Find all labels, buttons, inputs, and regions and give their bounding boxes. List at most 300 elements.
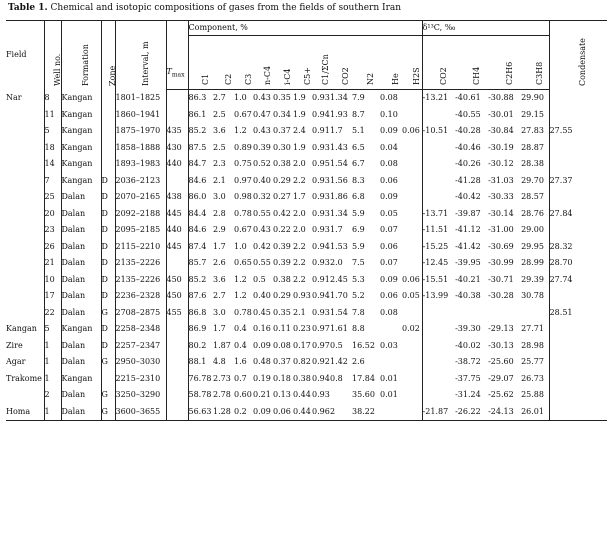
cell-dch4: -40.61: [455, 93, 481, 103]
cell-c5: 1.9: [293, 109, 306, 119]
cell-co2: 0.5: [330, 340, 343, 350]
cell-well: 20: [44, 206, 61, 223]
cell-ic4: 0.37: [273, 126, 291, 136]
header-component-col: He: [380, 36, 402, 90]
cell-nc4: 0.45: [253, 307, 271, 317]
header-component-group: Component, %: [188, 21, 422, 36]
cell-dch4: -40.46: [455, 142, 481, 152]
cell-dch4: -38.72: [455, 357, 481, 367]
cell-dc2: -30.28: [488, 291, 514, 301]
cell-interval: 1875–1970: [115, 123, 166, 140]
cell-zone: D: [101, 222, 115, 239]
cell-c2: 2.5: [213, 109, 226, 119]
cell-form: Dalan: [61, 239, 101, 256]
cell-c2: 2.8: [213, 208, 226, 218]
cell-c1: 88.1: [188, 354, 213, 371]
cell-ic4: 0.29: [273, 175, 291, 185]
cell-interval: 1893–1983: [115, 156, 166, 173]
cell-c1: 86.1: [188, 107, 213, 124]
cell-tmax: [166, 173, 188, 190]
cell-interval: 2135–2226: [115, 272, 166, 289]
cell-interval: 3600–3655: [115, 404, 166, 421]
cell-ic4: 0.11: [273, 324, 291, 334]
cell-well: 21: [44, 255, 61, 272]
cell-field: [6, 156, 44, 173]
table-caption-text: Chemical and isotopic compositions of gases from the fields of southern Iran: [50, 3, 402, 13]
cell-c1: 86.8: [188, 305, 213, 322]
cell-form: Dalan: [61, 222, 101, 239]
cell-dc2: [488, 305, 521, 322]
cell-zone: [101, 140, 115, 157]
cell-c2: 3.0: [213, 307, 226, 317]
cell-h2s: 0.06: [402, 274, 420, 284]
cell-he: 0.10: [380, 109, 398, 119]
table-row: [6, 321, 607, 338]
cell-c2: 3.6: [213, 274, 226, 284]
cell-n2: 6.9: [352, 225, 365, 235]
cell-c1: 84.6: [188, 222, 213, 239]
cell-zone: D: [101, 206, 115, 223]
cell-nc4: 0.55: [253, 258, 271, 268]
cell-co2: 1.53: [330, 241, 348, 251]
table-caption: [8, 3, 401, 13]
cell-ratio: 0.97: [312, 340, 330, 350]
header-isotope-col: CO2: [422, 36, 455, 90]
header-component-col: i-C4: [273, 36, 293, 90]
cell-interval: 1860–1941: [115, 107, 166, 124]
cell-dc2: -24.13: [488, 404, 521, 421]
cell-dc2: -30.13: [488, 340, 514, 350]
cell-he: 0.07: [380, 225, 398, 235]
cell-c1: 85.2: [188, 272, 213, 289]
table-row: [6, 107, 607, 124]
cell-form: Dalan: [61, 206, 101, 223]
cell-n2: 16.52: [352, 340, 375, 350]
cell-dch4: -40.55: [455, 109, 481, 119]
cell-n2: 6.8: [352, 192, 365, 202]
cell-c2: 1.87: [213, 340, 231, 350]
cell-dco2: -13.71: [422, 206, 455, 223]
cell-c1: 76.78: [188, 371, 213, 388]
cell-cond: [549, 156, 607, 173]
table-row: [6, 206, 607, 223]
header-interval: Interval, m: [115, 21, 166, 90]
table-row: [6, 189, 607, 206]
cell-tmax: 438: [166, 189, 188, 206]
cell-tmax: [166, 255, 188, 272]
cell-c3: 0.78: [234, 208, 252, 218]
cell-field: [6, 189, 44, 206]
cell-c3: 1.0: [234, 241, 247, 251]
cell-dch4: -41.28: [455, 175, 481, 185]
cell-dc3: 29.39: [521, 274, 544, 284]
cell-cond: [549, 90, 607, 107]
cell-n2: 5.9: [352, 241, 365, 251]
cell-ic4: 0.38: [273, 159, 291, 169]
cell-form: Dalan: [61, 338, 101, 355]
cell-nc4: 0.09: [253, 404, 273, 421]
cell-ic4: 0.06: [273, 404, 293, 421]
cell-n2: 7.5: [352, 258, 365, 268]
cell-ratio: 0.94: [312, 291, 330, 301]
header-component-col: n-C4: [253, 36, 273, 90]
cell-n2: 5.3: [352, 274, 365, 284]
cell-field: Zire: [6, 340, 23, 350]
cell-nc4: 0.39: [253, 142, 271, 152]
cell-he: 0.01: [380, 390, 398, 400]
cell-form: Kangan: [61, 173, 101, 190]
cell-dc3: 29.95: [521, 241, 544, 251]
cell-tmax: 435: [166, 123, 188, 140]
cell-h2s: [402, 156, 422, 173]
cell-cond: [549, 387, 607, 404]
cell-dc2: -25.60: [488, 357, 514, 367]
cell-c1: 87.5: [188, 140, 213, 157]
cell-ratio: 0.93: [312, 142, 330, 152]
cell-dc2: -31.03: [488, 175, 514, 185]
cell-c2: 2.3: [213, 159, 226, 169]
cell-dc3: 28.57: [521, 192, 544, 202]
cell-field: [6, 140, 44, 157]
cell-tmax: [166, 321, 188, 338]
cell-ratio: 0.95: [312, 159, 330, 169]
cell-zone: G: [101, 404, 115, 421]
cell-zone: [101, 371, 115, 388]
cell-c3: 1.2: [234, 126, 247, 136]
cell-h2s: [402, 371, 422, 388]
cell-nc4: 0.47: [253, 109, 271, 119]
cell-well: 18: [44, 140, 61, 157]
cell-dco2: -15.25: [422, 239, 455, 256]
cell-well: 26: [44, 239, 61, 256]
cell-form: Kangan: [61, 140, 101, 157]
cell-field: [6, 272, 44, 289]
cell-ic4: 0.39: [273, 241, 291, 251]
cell-tmax: 445: [166, 206, 188, 223]
cell-n2: 17.84: [352, 373, 375, 383]
cell-dc2: -30.33: [488, 192, 514, 202]
cell-field: [6, 305, 44, 322]
cell-field: [6, 222, 44, 239]
cell-ic4: 0.22: [273, 225, 291, 235]
cell-interval: 2135–2226: [115, 255, 166, 272]
cell-dc3: 27.71: [521, 324, 544, 334]
cell-tmax: 440: [166, 222, 188, 239]
cell-ic4: 0.27: [273, 192, 291, 202]
cell-ic4: 0.30: [273, 142, 291, 152]
cell-nc4: 0.52: [253, 159, 271, 169]
cell-c5: 0.82: [293, 357, 311, 367]
cell-cond: [549, 321, 607, 338]
cell-tmax: 440: [166, 156, 188, 173]
cell-form: Dalan: [61, 404, 101, 421]
cell-h2s: [402, 239, 422, 256]
cell-zone: [101, 156, 115, 173]
cell-n2: 8.7: [352, 109, 365, 119]
cell-dc3: 28.76: [521, 208, 544, 218]
cell-form: Dalan: [61, 288, 101, 305]
cell-c3: 0.60: [234, 390, 252, 400]
cell-c3: 0.2: [234, 404, 253, 421]
cell-c5: 2.0: [293, 225, 306, 235]
cell-c5: 2.2: [293, 274, 306, 284]
cell-tmax: 450: [166, 272, 188, 289]
cell-tmax: 455: [166, 305, 188, 322]
cell-tmax: [166, 404, 188, 421]
cell-cond: 28.32: [549, 239, 607, 256]
cell-c5: 0.44: [293, 404, 312, 421]
cell-he: 0.03: [380, 340, 398, 350]
cell-he: 0.07: [380, 258, 398, 268]
cell-form: Kangan: [61, 107, 101, 124]
cell-interval: 2115–2210: [115, 239, 166, 256]
cell-cond: [549, 189, 607, 206]
cell-well: 17: [44, 288, 61, 305]
cell-interval: 2236–2328: [115, 288, 166, 305]
cell-c1: 84.7: [188, 156, 213, 173]
cell-dch4: -31.24: [455, 390, 481, 400]
cell-c2: 2.1: [213, 175, 226, 185]
cell-c1: 84.4: [188, 206, 213, 223]
header-isotope-col: CH4: [455, 36, 488, 90]
header-tmax: $T_{max}$: [166, 21, 188, 90]
cell-c5: 2.0: [293, 159, 306, 169]
cell-ratio: 0.94: [312, 241, 330, 251]
cell-form: Dalan: [61, 387, 101, 404]
cell-well: 8: [44, 90, 61, 107]
cell-c1: 87.6: [188, 288, 213, 305]
cell-n2: 2.6: [352, 357, 365, 367]
cell-c2: 2.7: [213, 291, 226, 301]
cell-c2: 2.5: [213, 142, 226, 152]
cell-c2: 2.78: [213, 390, 231, 400]
cell-c1: 85.2: [188, 123, 213, 140]
cell-field: Kangan: [6, 324, 37, 334]
cell-n2: 6.7: [352, 159, 365, 169]
cell-nc4: 0.21: [253, 390, 271, 400]
cell-cond: 27.37: [549, 173, 607, 190]
cell-dc3: 28.87: [521, 142, 544, 152]
cell-h2s: [402, 222, 422, 239]
cell-c2: 2.7: [213, 93, 226, 103]
cell-ratio: 0.94: [312, 373, 330, 383]
cell-dch4: -40.02: [455, 340, 481, 350]
cell-h2s: [402, 140, 422, 157]
cell-c3: 0.98: [234, 192, 252, 202]
cell-c5: 0.17: [293, 340, 311, 350]
cell-dc3: 29.90: [521, 93, 544, 103]
cell-c3: 0.89: [234, 142, 252, 152]
cell-well: 10: [44, 272, 61, 289]
table-row: [6, 173, 607, 190]
header-component-col: C1/ΣCn: [312, 36, 330, 90]
cell-nc4: 0.42: [253, 241, 271, 251]
cell-dch4: -40.38: [455, 291, 481, 301]
cell-c5: 2.1: [293, 307, 306, 317]
cell-form: Dalan: [61, 272, 101, 289]
cell-dco2: [422, 189, 455, 206]
cell-dch4: -26.22: [455, 404, 488, 421]
cell-dco2: -10.51: [422, 123, 455, 140]
cell-c3: 0.7: [234, 373, 247, 383]
cell-cond: 28.70: [549, 255, 607, 272]
cell-nc4: 0.43: [253, 225, 271, 235]
cell-dc2: -30.69: [488, 241, 514, 251]
cell-dc3: 28.38: [521, 159, 544, 169]
cell-ic4: 0.13: [273, 390, 291, 400]
cell-he: 0.04: [380, 142, 398, 152]
cell-ratio: 0.92: [312, 357, 330, 367]
cell-cond: 27.74: [549, 272, 607, 289]
cell-dch4: -40.26: [455, 159, 481, 169]
cell-n2: 8.8: [352, 324, 365, 334]
cell-ratio: 0.93: [312, 93, 330, 103]
cell-he: 0.06: [380, 175, 398, 185]
cell-ratio: 0.91: [312, 274, 330, 284]
cell-zone: G: [101, 305, 115, 322]
cell-cond: [549, 288, 607, 305]
cell-c1: 84.6: [188, 173, 213, 190]
cell-dco2: [422, 156, 455, 173]
cell-interval: 2070–2165: [115, 189, 166, 206]
cell-ic4: 0.35: [273, 93, 291, 103]
cell-ratio: 0.93: [312, 208, 330, 218]
cell-ic4: 0.42: [273, 208, 291, 218]
cell-dco2: -13.21: [422, 90, 455, 107]
cell-zone: D: [101, 239, 115, 256]
cell-c5: 1.9: [293, 93, 306, 103]
cell-c1: 86.0: [188, 189, 213, 206]
cell-h2s: [402, 255, 422, 272]
cell-tmax: [166, 90, 188, 107]
cell-interval: 2258–2348: [115, 321, 166, 338]
cell-tmax: [166, 371, 188, 388]
cell-form: Kangan: [61, 123, 101, 140]
table-row: [6, 387, 607, 404]
header-formation: Formation: [61, 21, 101, 90]
cell-h2s: 0.02: [402, 324, 420, 334]
cell-tmax: [166, 387, 188, 404]
cell-dco2: -21.87: [422, 404, 455, 421]
cell-dch4: -40.21: [455, 274, 481, 284]
cell-h2s: [402, 305, 422, 322]
cell-n2: 6.5: [352, 142, 365, 152]
cell-he: [380, 321, 402, 338]
cell-c1: 56.63: [188, 404, 213, 421]
cell-ratio: 0.93: [312, 307, 330, 317]
cell-field: Homa: [6, 404, 44, 421]
cell-c1: 85.7: [188, 255, 213, 272]
cell-well: 22: [44, 305, 61, 322]
cell-dch4: -40.28: [455, 126, 481, 136]
cell-c5: 2.2: [293, 258, 306, 268]
cell-well: 1: [44, 404, 61, 421]
cell-c3: 1.6: [234, 357, 247, 367]
cell-co2: 2.45: [330, 274, 348, 284]
cell-nc4: 0.43: [253, 126, 271, 136]
cell-form: Dalan: [61, 189, 101, 206]
header-isotope-col: C2H6: [488, 36, 521, 90]
cell-zone: D: [101, 288, 115, 305]
cell-co2: 1.70: [330, 291, 348, 301]
cell-ratio: 0.93: [312, 390, 330, 400]
cell-c5: 2.4: [293, 126, 306, 136]
cell-zone: [101, 107, 115, 124]
cell-well: 5: [44, 321, 61, 338]
cell-dc3: 29.15: [521, 109, 544, 119]
cell-interval: 1858–1888: [115, 140, 166, 157]
cell-dch4: -37.75: [455, 373, 481, 383]
cell-co2: 0.8: [330, 373, 343, 383]
header-condensate: Condensate: [549, 21, 607, 90]
cell-dc3: 29.70: [521, 175, 544, 185]
cell-field: [6, 288, 44, 305]
cell-dc3: [521, 305, 549, 322]
cell-dc3: 26.73: [521, 373, 544, 383]
cell-c5: 0.44: [293, 390, 311, 400]
cell-dc3: 27.83: [521, 126, 544, 136]
cell-dch4: -39.87: [455, 208, 481, 218]
cell-dc3: 29.00: [521, 225, 544, 235]
cell-dco2: [422, 321, 455, 338]
cell-n2: 5.9: [352, 208, 365, 218]
cell-c2: 3.6: [213, 126, 226, 136]
cell-interval: 2036–2123: [115, 173, 166, 190]
cell-c1: 86.9: [188, 321, 213, 338]
table-row: [6, 371, 607, 388]
cell-ratio: 0.93: [312, 192, 330, 202]
cell-dc2: -29.07: [488, 373, 514, 383]
cell-field: [6, 255, 44, 272]
cell-c5: 2.2: [293, 175, 306, 185]
cell-c2: 4.8: [213, 357, 226, 367]
cell-tmax: [166, 107, 188, 124]
cell-tmax: [166, 338, 188, 355]
cell-ic4: 0.29: [273, 291, 291, 301]
cell-n2: 8.3: [352, 175, 365, 185]
cell-ratio: 0.94: [312, 109, 330, 119]
cell-c5: 0.38: [293, 373, 311, 383]
cell-dco2: [422, 387, 455, 404]
cell-h2s: [402, 387, 422, 404]
cell-zone: D: [101, 173, 115, 190]
cell-dco2: [422, 371, 455, 388]
cell-n2: 38.22: [352, 404, 380, 421]
cell-ic4: 0.18: [273, 373, 291, 383]
gas-composition-table: [6, 20, 607, 538]
cell-ic4: 0.37: [273, 357, 291, 367]
cell-he: [380, 354, 402, 371]
cell-ic4: 0.34: [273, 109, 291, 119]
cell-field: [6, 123, 44, 140]
cell-h2s: [402, 354, 422, 371]
cell-nc4: 0.55: [253, 208, 271, 218]
cell-dc3: 28.99: [521, 258, 544, 268]
cell-he: 0.08: [380, 93, 398, 103]
cell-n2: 7.8: [352, 307, 365, 317]
cell-ic4: 0.39: [273, 258, 291, 268]
cell-dco2: [422, 107, 455, 124]
cell-c3: 0.4: [234, 324, 247, 334]
cell-well: 1: [44, 354, 61, 371]
cell-dch4: -41.42: [455, 241, 481, 251]
cell-dco2: [422, 173, 455, 190]
table-row: [6, 255, 607, 272]
cell-zone: D: [101, 189, 115, 206]
cell-interval: 2950–3030: [115, 354, 166, 371]
cell-co2: 1.54: [330, 159, 348, 169]
cell-ratio: 0.93: [312, 225, 330, 235]
